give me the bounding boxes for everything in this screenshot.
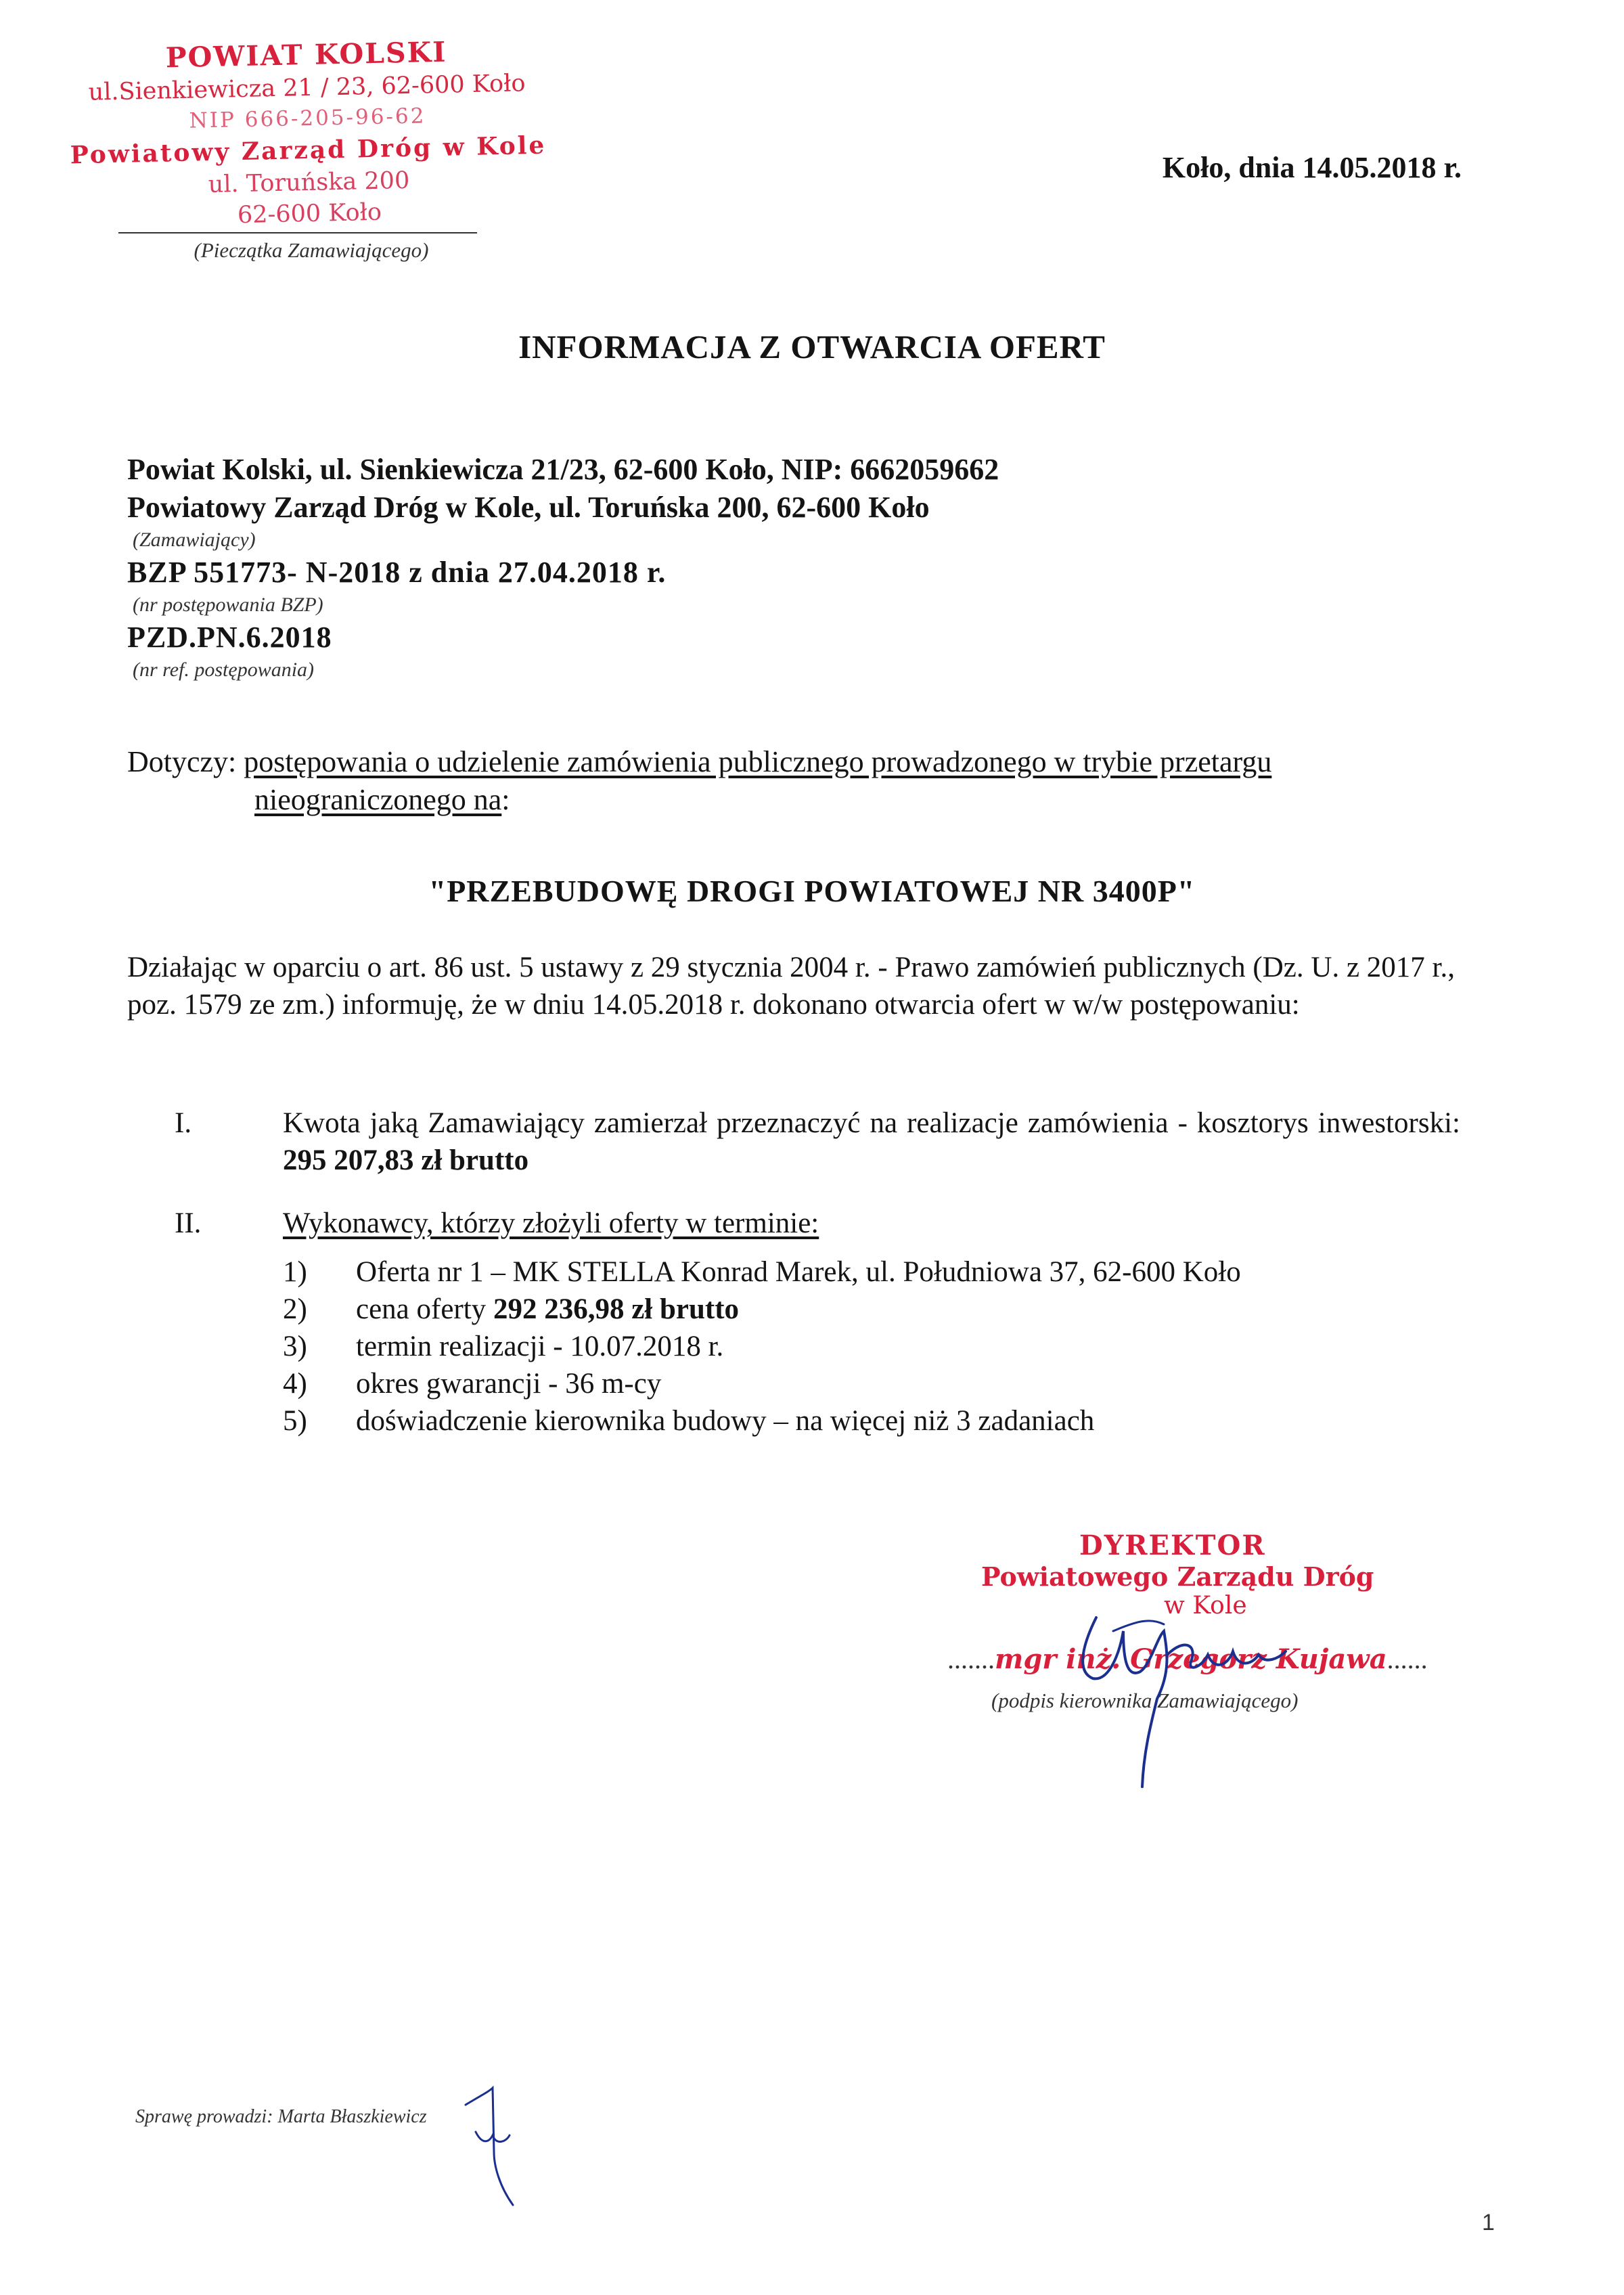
party-line-1: Powiat Kolski, ul. Sienkiewicza 21/23, 62-600 Koło, NIP: 6662059662 bbox=[127, 453, 999, 486]
list-item bbox=[283, 1365, 1474, 1402]
subject-line-2-suffix: : bbox=[501, 783, 510, 816]
section-2-number: II. bbox=[175, 1207, 202, 1239]
offer-list bbox=[283, 1253, 1474, 1440]
stamp-line-2: ul.Sienkiewicza 21 / 23, 62-600 Koło bbox=[88, 70, 526, 106]
list-item-text bbox=[356, 1253, 1241, 1291]
bzp-caption: (nr postępowania BZP) bbox=[133, 594, 323, 616]
list-item-number: 5) bbox=[283, 1405, 307, 1437]
party-role-caption: (Zamawiający) bbox=[133, 529, 256, 551]
section-1-text bbox=[283, 1105, 1460, 1179]
body-paragraph: Działając w oparciu o art. 86 ust. 5 ustawy z 29 stycznia 2004 r. - Prawo zamówień publicznych (Dz. U. z 2017 r., poz. 1579 ze zm.) informuję, że w dniu 14.05.2018 r. dokonano otwarcia ofert w w/w postępowaniu: bbox=[127, 952, 1455, 1021]
bzp-number: BZP 551773- N-2018 z dnia 27.04.2018 r. bbox=[127, 556, 667, 589]
list-item-body: termin realizacji - 10.07.2018 r. bbox=[356, 1331, 724, 1362]
stamp-line-1: POWIAT KOLSKI bbox=[165, 35, 447, 74]
list-item-body: cena oferty bbox=[356, 1293, 493, 1325]
section-1-description: Kwota jaką Zamawiający zamierzał przeznaczyć na realizacje zamówienia - kosztorys inwestorski: bbox=[283, 1107, 1460, 1139]
subject-block bbox=[127, 743, 1494, 819]
list-item-number: 2) bbox=[283, 1293, 307, 1325]
subject-label: Dotyczy: bbox=[127, 745, 237, 778]
stamp-line-6: 62-600 Koło bbox=[237, 198, 382, 229]
stamp-line-5: ul. Toruńska 200 bbox=[208, 166, 410, 199]
list-item-body: Oferta nr 1 – MK STELLA Konrad Marek, ul. Południowa 37, 62-600 Koło bbox=[356, 1256, 1241, 1288]
stamp-caption: (Pieczątka Zamawiającego) bbox=[194, 238, 429, 262]
signatory-name: mgr inż. Grzegorz Kujawa bbox=[995, 1643, 1387, 1675]
list-item-text bbox=[356, 1402, 1094, 1440]
page-number: 1 bbox=[1482, 2210, 1495, 2235]
signature-location: w Kole bbox=[1164, 1592, 1247, 1620]
signature-caption: (podpis kierownika Zamawiającego) bbox=[991, 1689, 1299, 1712]
list-item bbox=[283, 1328, 1474, 1365]
subject-line-1: postępowania o udzielenie zamówienia publicznego prowadzonego w trybie przetargu bbox=[244, 745, 1272, 778]
document-date: Koło, dnia 14.05.2018 r. bbox=[1162, 151, 1462, 184]
list-item-text bbox=[356, 1328, 723, 1365]
signature-dots-right: ...... bbox=[1386, 1644, 1428, 1674]
party-line-2: Powiatowy Zarząd Dróg w Kole, ul. Toruńska 200, 62-600 Koło bbox=[127, 491, 930, 524]
section-1-number: I. bbox=[175, 1107, 192, 1139]
list-item bbox=[283, 1253, 1474, 1291]
list-item-text bbox=[356, 1365, 661, 1402]
section-2-text bbox=[283, 1205, 1460, 1242]
list-item-number: 4) bbox=[283, 1368, 307, 1400]
handwritten-signature bbox=[1056, 1590, 1340, 1793]
case-handler-note: Sprawę prowadzi: Marta Błaszkiewicz bbox=[135, 2106, 427, 2127]
stamp-line-3: NIP 666-205-96-62 bbox=[189, 104, 426, 133]
stamp-line-4: Powiatowy Zarząd Dróg w Kole bbox=[70, 131, 547, 170]
reference-caption: (nr ref. postępowania) bbox=[133, 659, 315, 681]
contracting-party bbox=[127, 451, 1481, 684]
estimate-amount: 295 207,83 zł brutto bbox=[283, 1144, 529, 1176]
initials-signature bbox=[452, 2071, 547, 2206]
list-item-number: 1) bbox=[283, 1256, 307, 1288]
list-item-body: doświadczenie kierownika budowy – na więcej niż 3 zadaniach bbox=[356, 1405, 1095, 1437]
offer-price: 292 236,98 zł brutto bbox=[493, 1293, 740, 1325]
list-item bbox=[283, 1402, 1474, 1440]
stamp-underline bbox=[118, 232, 477, 233]
signature-organization: Powiatowego Zarządu Dróg bbox=[981, 1561, 1374, 1592]
list-item-text bbox=[356, 1291, 739, 1328]
task-title: "PRZEBUDOWĘ DROGI POWIATOWEJ NR 3400P" bbox=[428, 874, 1196, 908]
list-item-number: 3) bbox=[283, 1331, 307, 1362]
signature-dots-left: ....... bbox=[947, 1644, 995, 1674]
issuer-stamp bbox=[62, 32, 554, 234]
list-item bbox=[283, 1291, 1474, 1328]
document-title: INFORMACJA Z OTWARCIA OFERT bbox=[518, 328, 1106, 365]
list-item-body: okres gwarancji - 36 m-cy bbox=[356, 1368, 662, 1400]
subject-line-2: nieograniczonego na bbox=[254, 783, 502, 816]
reference-number: PZD.PN.6.2018 bbox=[127, 621, 332, 654]
section-2-heading: Wykonawcy, którzy złożyli oferty w terminie: bbox=[283, 1207, 819, 1239]
signature-title: DYREKTOR bbox=[1079, 1530, 1266, 1561]
